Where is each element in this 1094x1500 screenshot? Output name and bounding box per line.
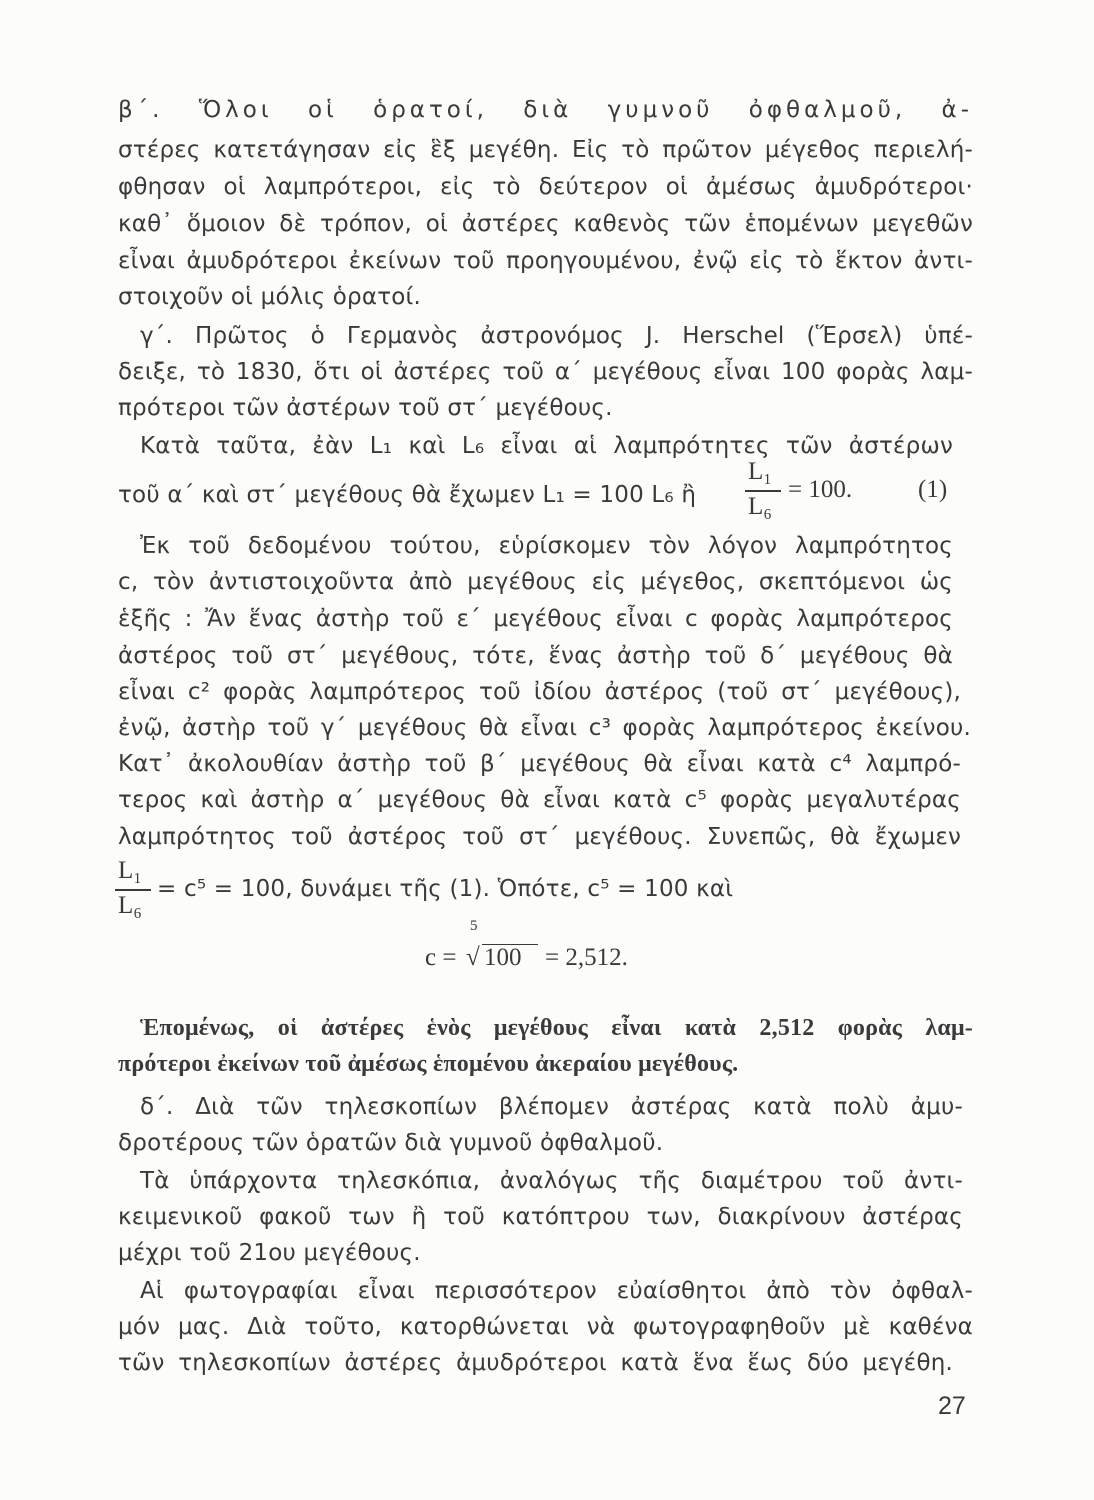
eq2-numerator: L₁ <box>118 857 142 884</box>
text-line: στοιχοῦν οἱ μόλις ὁρατοί. <box>118 284 422 310</box>
text-line: β΄. Ὅλοι οἱ ὁρατοί, διὰ γυμνοῦ ὀφθαλμοῦ, ἀ- <box>118 97 973 123</box>
bold-text-line: Ἑπομένως, οἱ ἀστέρες ἑνὸς μεγέθους εἶναι κατὰ 2,512 φορὰς λαμ- <box>140 1015 973 1041</box>
text-line: εἶναι c² φορὰς λαμπρότερος τοῦ ἰδίου ἀστέρος (τοῦ στ΄ μεγέθους), <box>118 679 961 705</box>
text-line: πρότεροι τῶν ἀστέρων τοῦ στ΄ μεγέθους. <box>118 395 613 421</box>
text-line: γ΄. Πρῶτος ὁ Γερμανὸς ἀστρονόμος J. Herschel (Ἕρσελ) ὑπέ- <box>140 323 973 349</box>
eq2-denominator: L₆ <box>118 892 142 919</box>
fraction-bar <box>745 490 781 492</box>
page-number: 27 <box>938 1392 966 1420</box>
eq1-denominator: L₆ <box>748 493 772 520</box>
text-line: μέχρι τοῦ 21ου μεγέθους. <box>118 1240 421 1266</box>
text-line: ἐνῷ, ἀστὴρ τοῦ γ΄ μεγέθους θὰ εἶναι c³ φορὰς λαμπρότερος ἐκείνου. <box>118 715 971 741</box>
eq3-root-index: 5 <box>470 918 478 934</box>
eq3-rhs: = 2,512. <box>545 944 628 971</box>
text-line: Κατὰ ταῦτα, ἐὰν L₁ καὶ L₆ εἶναι αἱ λαμπρότητες τῶν ἀστέρων <box>140 433 953 459</box>
text-line: Αἱ φωτογραφίαι εἶναι περισσότερον εὐαίσθητοι ἀπὸ τὸν ὀφθαλ- <box>140 1278 973 1304</box>
text-line: Τὰ ὑπάρχοντα τηλεσκόπια, ἀναλόγως τῆς διαμέτρου τοῦ ἀντι- <box>140 1168 963 1194</box>
eq1-numerator: L₁ <box>748 458 772 485</box>
text-line: δ΄. Διὰ τῶν τηλεσκοπίων βλέπομεν ἀστέρας κατὰ πολὺ ἀμυ- <box>140 1094 963 1120</box>
bold-text-line: πρότεροι ἐκείνων τοῦ ἀμέσως ἑπομένου ἀκεραίου μεγέθους. <box>118 1051 739 1077</box>
fraction-bar <box>115 889 151 891</box>
eq3-lhs: c = <box>425 944 457 971</box>
text-line: ἑξῆς : Ἄν ἕνας ἀστὴρ τοῦ ε΄ μεγέθους εἶναι c φορὰς λαμπρότερος <box>118 606 953 632</box>
text-line: Ἐκ τοῦ δεδομένου τούτου, εὑρίσκομεν τὸν λόγον λαμπρότητος <box>140 533 953 559</box>
text-line: εἶναι ἀμυδρότεροι ἐκείνων τοῦ προηγουμένου, ἐνῷ εἰς τὸ ἕκτον ἀντι- <box>118 248 973 274</box>
eq1-label: (1) <box>918 476 948 503</box>
text-line: Κατ᾽ ἀκολουθίαν ἀστὴρ τοῦ β΄ μεγέθους θὰ εἶναι κατὰ c⁴ λαμπρό- <box>118 751 961 777</box>
text-line: καθ᾽ ὅμοιον δὲ τρόπον, οἱ ἀστέρες καθενὸς τῶν ἑπομένων μεγεθῶν <box>118 211 973 237</box>
text-line: c, τὸν ἀντιστοιχοῦντα ἀπὸ μεγέθους εἰς μέγεθος, σκεπτόμενοι ὡς <box>118 569 953 595</box>
text-line: τοῦ α΄ καὶ στ΄ μεγέθους θὰ ἔχωμεν L₁ = 100 L₆ ἢ <box>118 482 697 508</box>
text-line: μόν μας. Διὰ τοῦτο, κατορθώνεται νὰ φωτογραφηθοῦν μὲ καθένα <box>118 1314 973 1340</box>
eq1-rhs: = 100. <box>788 476 853 503</box>
text-line: κειμενικοῦ φακοῦ των ἢ τοῦ κατόπτρου των, διακρίνουν ἀστέρας <box>118 1204 963 1230</box>
text-line: τερος καὶ ἀστὴρ α΄ μεγέθους θὰ εἶναι κατὰ c⁵ φορὰς μεγαλυτέρας <box>118 787 961 813</box>
text-line: = c⁵ = 100, δυνάμει τῆς (1). Ὁπότε, c⁵ = 100 καὶ <box>157 876 734 902</box>
text-line: στέρες κατετάγησαν εἰς ἓξ μεγέθη. Εἰς τὸ πρῶτον μέγεθος περιελή- <box>118 137 973 163</box>
text-line: τῶν τηλεσκοπίων ἀστέρες ἀμυδρότεροι κατὰ ἕνα ἕως δύο μεγέθη. <box>118 1350 953 1376</box>
eq3-radicand: 100 <box>484 944 522 971</box>
text-line: ἀστέρος τοῦ στ΄ μεγέθους, τότε, ἕνας ἀστὴρ τοῦ δ΄ μεγέθους θὰ <box>118 643 953 669</box>
text-line: φθησαν οἱ λαμπρότεροι, εἰς τὸ δεύτερον οἱ ἀμέσως ἀμυδρότεροι· <box>118 174 973 200</box>
text-line: δειξε, τὸ 1830, ὅτι οἱ ἀστέρες τοῦ α΄ μεγέθους εἶναι 100 φορὰς λαμ- <box>118 359 973 385</box>
radical-sign-icon: √ <box>466 944 480 971</box>
text-line: λαμπρότητος τοῦ ἀστέρος τοῦ στ΄ μεγέθους. Συνεπῶς, θὰ ἔχωμεν <box>118 824 961 850</box>
text-line: δροτέρους τῶν ὁρατῶν διὰ γυμνοῦ ὀφθαλμοῦ. <box>118 1130 664 1156</box>
